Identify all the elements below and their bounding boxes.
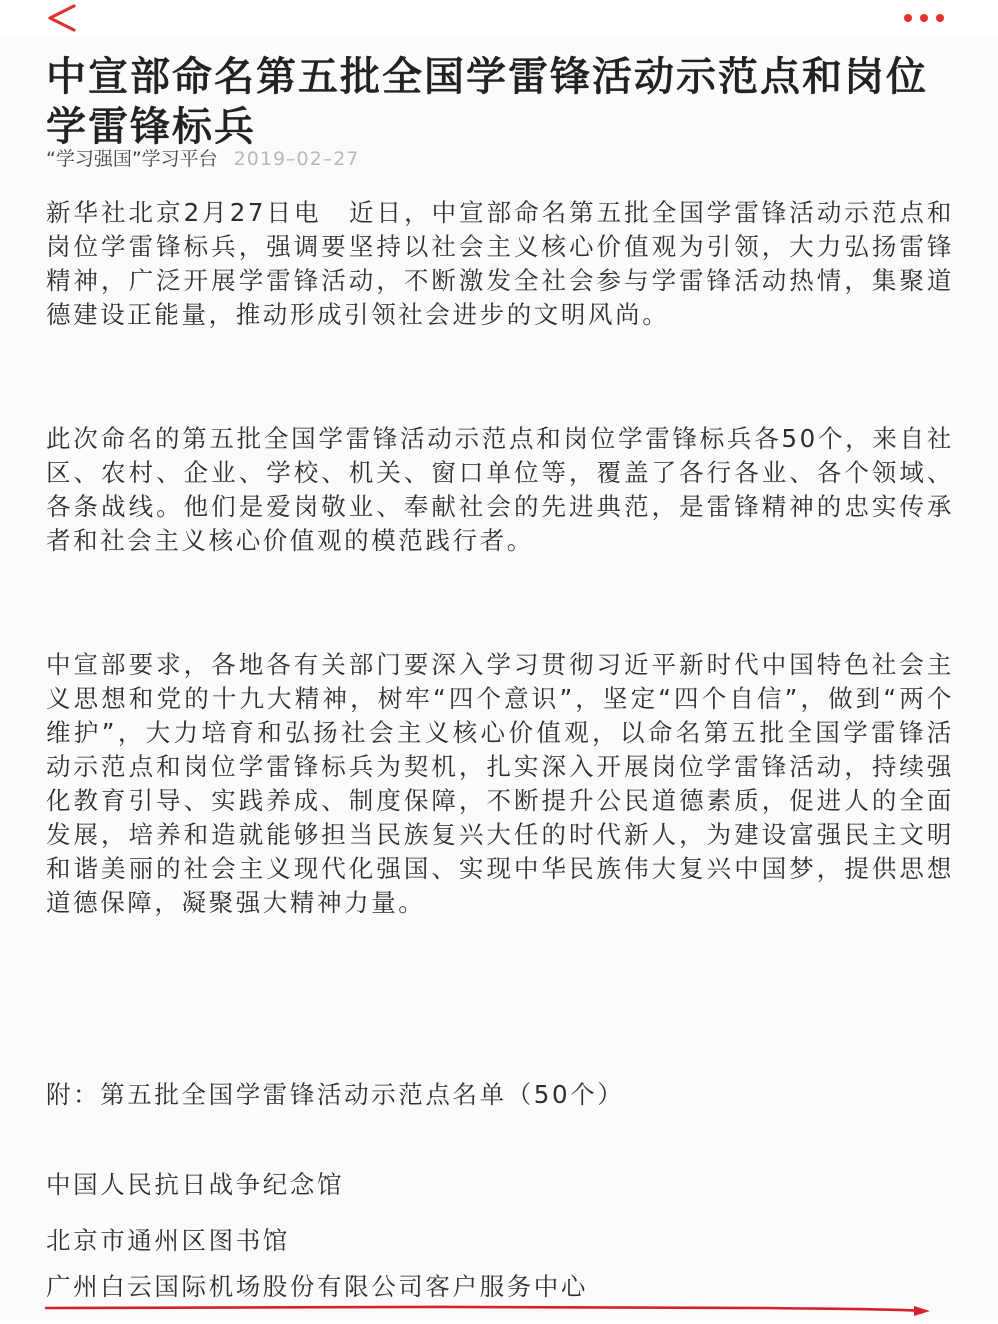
- article-paragraph: 中宣部要求，各地各有关部门要深入学习贯彻习近平新时代中国特色社会主义思想和党的十九大精神，树牢“四个意识”，坚定“四个自信”，做到“两个维护”，大力培育和弘扬社会主义核心价值观，以命名第五批全国学雷锋活动示范点和岗位学雷锋标兵为契机，扎实深入开展岗位学雷锋活动，持续强化教育引导、实践养成、制度保障，不断提升公民道德素质，促进人的全面发展，培养和造就能够担当民族复兴大任的时代新人，为建设富强民主文明和谐美丽的社会主义现代化强国、实现中华民族伟大复兴中国梦，提供思想道德保障，凝聚强大精神力量。: [46, 650, 954, 917]
- back-button[interactable]: [44, 2, 84, 34]
- more-button[interactable]: [898, 6, 954, 30]
- list-item: 北京市通州区图书馆: [46, 1226, 290, 1255]
- list-item: 中国人民抗日战争纪念馆: [46, 1170, 345, 1199]
- article-paragraph: 此次命名的第五批全国学雷锋活动示范点和岗位学雷锋标兵各50个，来自社区、农村、企业、学校、机关、窗口单位等，覆盖了各行各业、各个领域、各条战线。他们是爱岗敬业、奉献社会的先进典范，是雷锋精神的忠实传承者和社会主义核心价值观的模范践行者。: [46, 424, 954, 555]
- chevron-left-icon: [44, 2, 84, 34]
- article-date: 2019–02–27: [233, 148, 360, 170]
- red-underline-annotation: [44, 1300, 934, 1324]
- list-item-highlighted: 广州白云国际机场股份有限公司客户服务中心: [46, 1272, 588, 1301]
- top-bar: [0, 0, 998, 38]
- article-title: 中宣部命名第五批全国学雷锋活动示范点和岗位学雷锋标兵: [46, 53, 928, 150]
- more-dots-icon: [898, 6, 954, 30]
- article-page[interactable]: [0, 38, 998, 1321]
- article-source[interactable]: “学习强国”学习平台: [46, 148, 218, 170]
- appendix-heading: 附：第五批全国学雷锋活动示范点名单（50个）: [46, 1080, 625, 1109]
- article-meta: [46, 146, 359, 172]
- article-paragraph: 新华社北京2月27日电 近日，中宣部命名第五批全国学雷锋活动示范点和岗位学雷锋标兵，强调要坚持以社会主义核心价值观为引领，大力弘扬雷锋精神，广泛开展学雷锋活动，不断激发全社会参与学雷锋活动热情，集聚道德建设正能量，推动形成引领社会进步的文明风尚。: [46, 198, 954, 329]
